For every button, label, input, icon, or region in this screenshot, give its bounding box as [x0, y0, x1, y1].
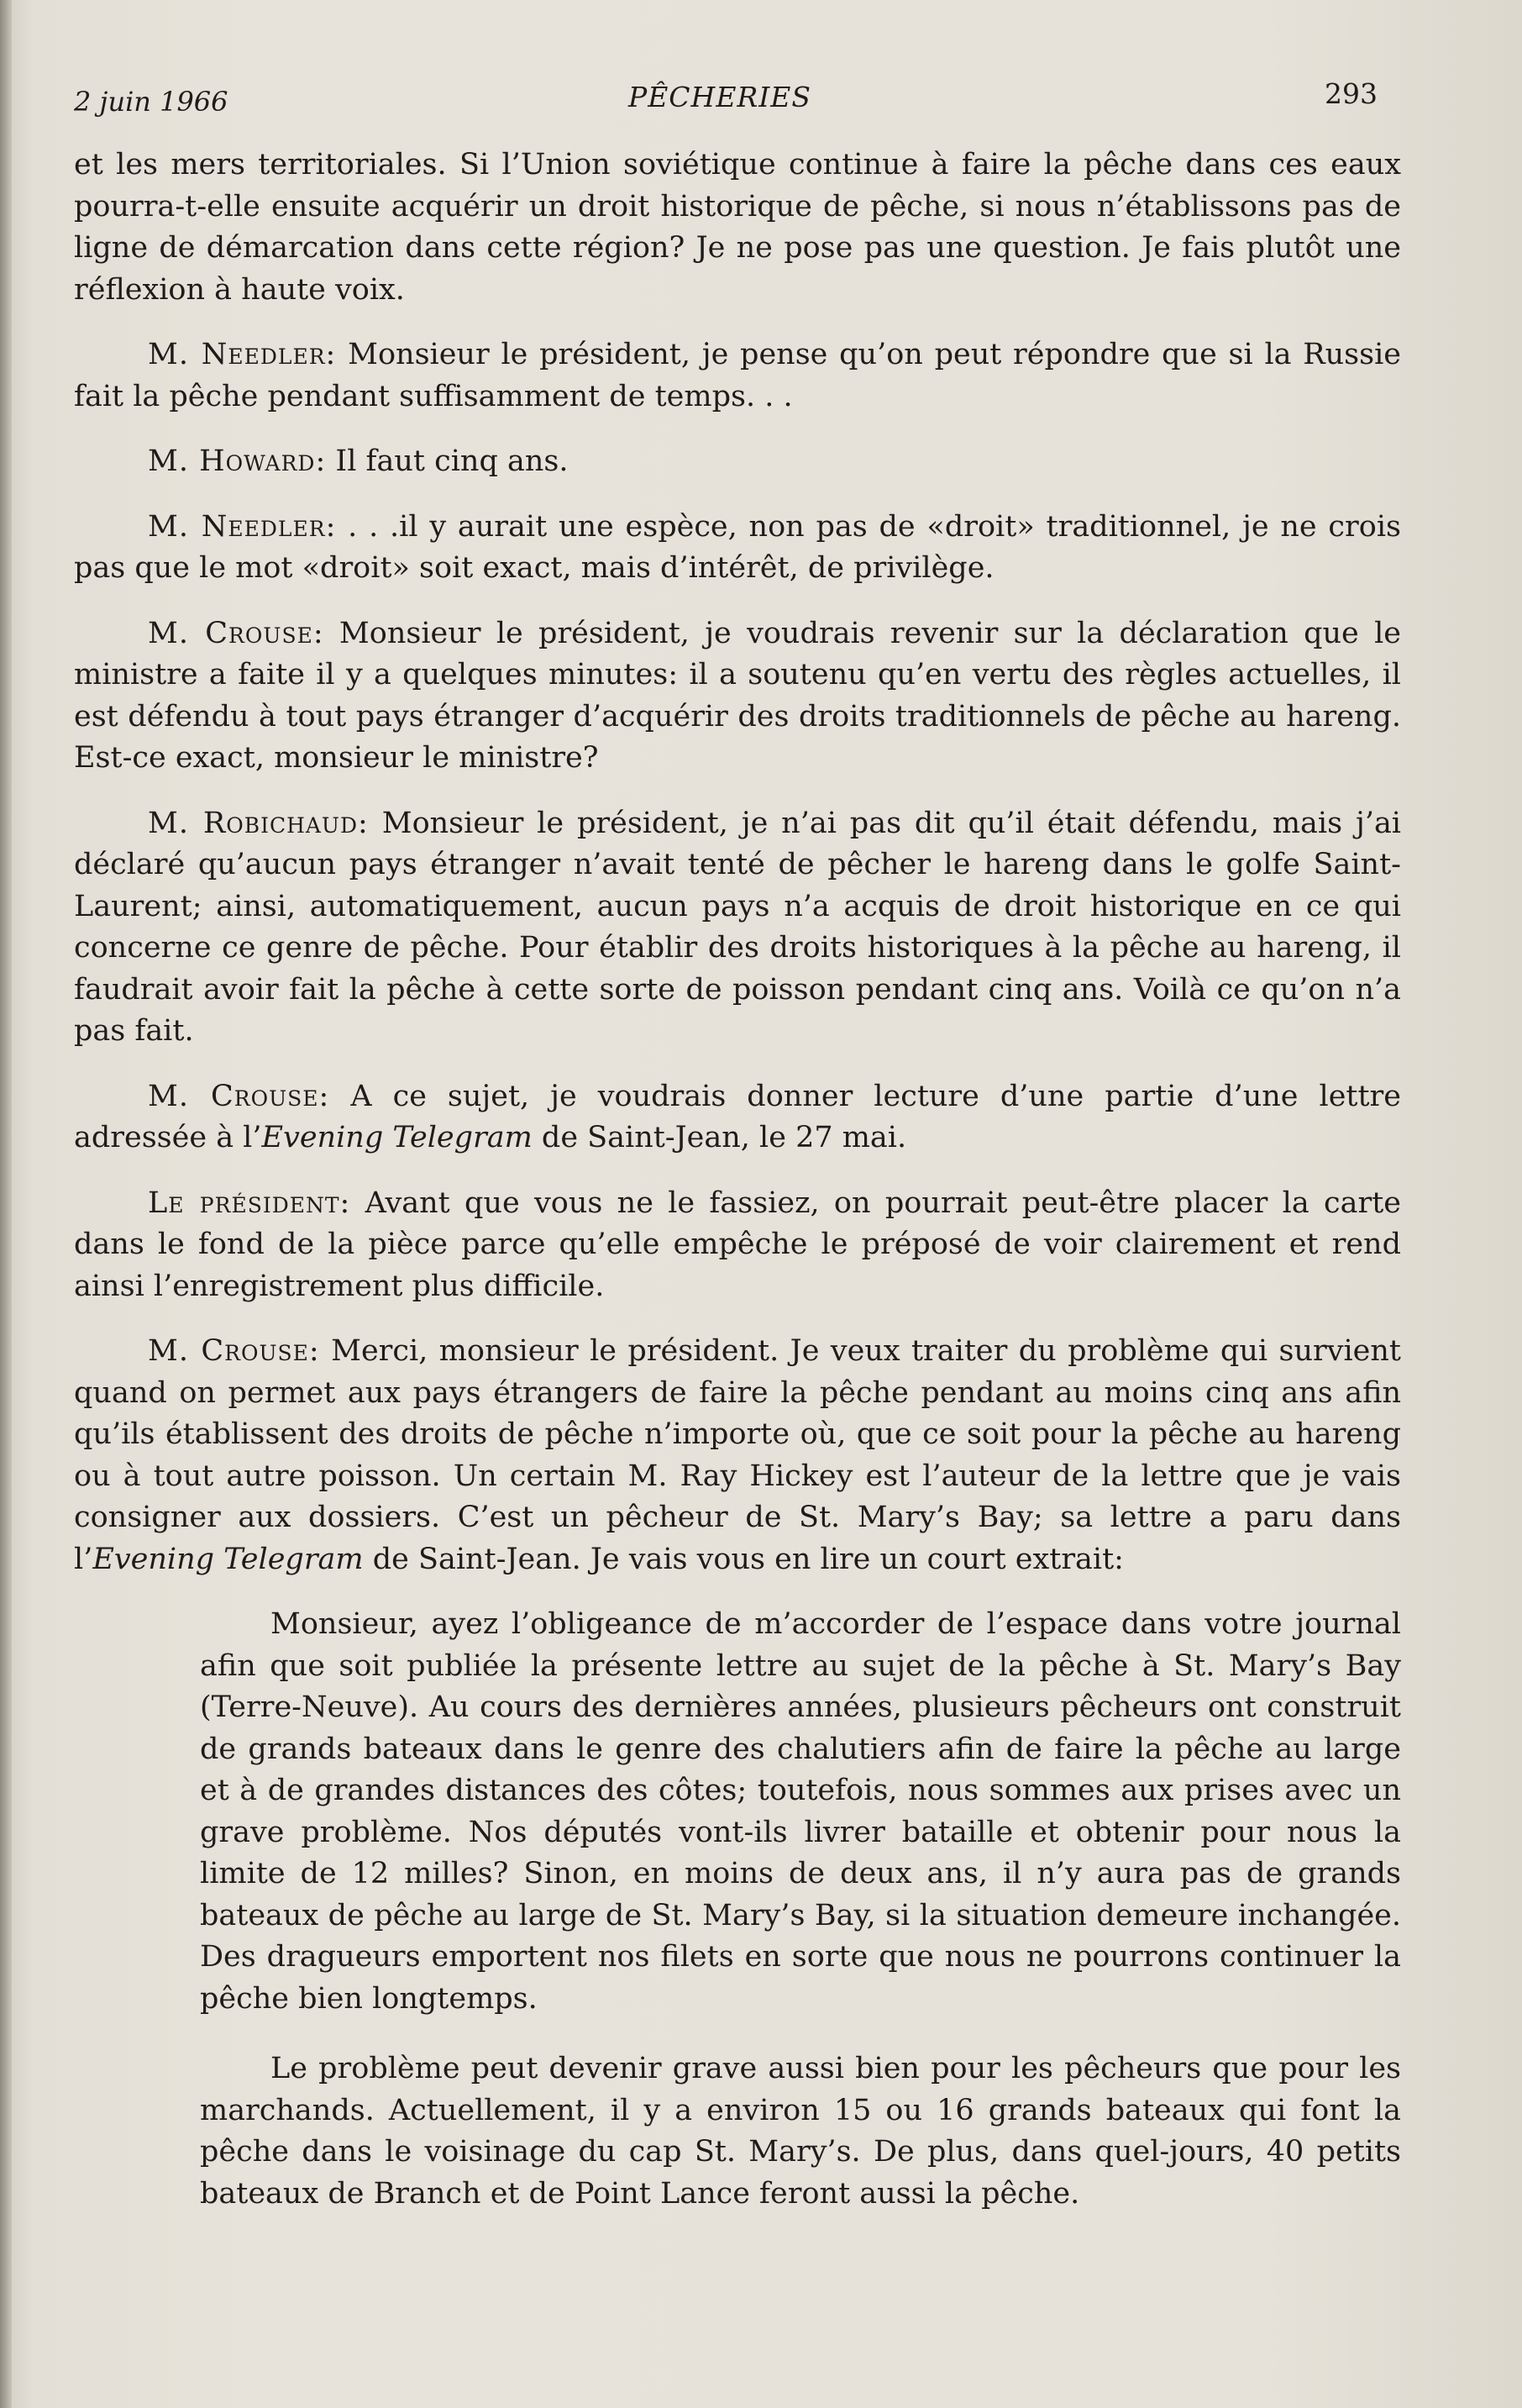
paragraph-continuation — [74, 145, 1401, 311]
paragraph-needler-1 — [74, 334, 1401, 418]
speaker-name: M. Robichaud: — [148, 806, 369, 840]
speaker-name: Le président: — [148, 1186, 351, 1220]
speaker-name: M. Crouse: — [148, 616, 324, 650]
paragraph-text: Avant que vous ne le fassiez, on pourrait peut-être placer la carte dans le fond de la pièce parce qu’elle empêche le préposé de voir clairement et rend ainsi l’enregistrement plus difficile. — [74, 1186, 1401, 1303]
speaker-name: M. Crouse: — [148, 1079, 330, 1113]
paragraph-text: Monsieur le président, je pense qu’on peut répondre que si la Russie fait la pêche pendant suffisamment de temps. . . — [74, 338, 1401, 413]
speaker-name: M. Needler: — [148, 509, 337, 544]
speaker-name: M. Crouse: — [148, 1334, 320, 1368]
paragraph-robichaud — [74, 803, 1401, 1053]
paragraph-text: de Saint-Jean. Je vais vous en lire un court extrait: — [363, 1542, 1124, 1576]
header-date: 2 juin 1966 — [74, 86, 228, 118]
paragraph-president — [74, 1183, 1401, 1308]
paragraph-text: . . .il y aurait une espèce, non pas de «droit» traditionnel, je ne crois pas que le mot «droit» soit exact, mais d’intérêt, de privilège. — [74, 509, 1401, 585]
paragraph-text: et les mers territoriales. Si l’Union soviétique continue à faire la pêche dans ces eaux pourra-t-elle ensuite acquérir un droit historique de pêche, si nous n’établissons pas de ligne de démarcation dans cette région? Je ne pose pas une question. Je fais plutôt une réflexion à haute voix. — [74, 148, 1401, 307]
paragraph-text: A ce sujet, je voudrais donner lecture d’une partie d’une lettre adressée à l’ — [74, 1079, 1401, 1154]
paragraph-text: Merci, monsieur le président. Je veux traiter du problème qui survient quand on permet aux pays étrangers de faire la pêche pendant au moins cinq ans afin qu’ils établissent des droits de pêche n’importe où, que ce soit pour la pêche au hareng ou à tout autre poisson. Un certain M. Ray Hickey est l’auteur de la lettre que je vais consigner aux dossiers. C’est un pêcheur de St. Mary’s Bay; sa lettre a paru dans l’ — [74, 1334, 1401, 1576]
header-title: PÊCHERIES — [628, 81, 811, 113]
newspaper-title: Evening Telegram — [92, 1542, 364, 1576]
speaker-name: M. Needler: — [148, 338, 337, 371]
page-body — [74, 145, 1401, 2238]
speaker-name: M. Howard: — [148, 444, 327, 478]
page-number: 293 — [1325, 77, 1378, 110]
newspaper-title: Evening Telegram — [261, 1121, 533, 1154]
block-quote-1: Monsieur, ayez l’obligeance de m’accorder de l’espace dans votre journal afin que soit publiée la présente lettre au sujet de la pêche à St. Mary’s Bay (Terre-Neuve). Au cours des dernières années, plusieurs pêcheurs ont construit de grands bateaux dans le genre des chalutiers afin de faire la pêche au large et à de grandes distances des côtes; toutefois, nous sommes aux prises avec un grave problème. Nos députés vont-ils livrer bataille et obtenir pour nous la limite de 12 milles? Sinon, en moins de deux ans, il n’y aura pas de grands bateaux de pêche au large de St. Mary’s Bay, si la situation demeure inchangée. Des dragueurs emportent nos filets en sorte que nous ne pourrons continuer la pêche bien longtemps. — [200, 1607, 1401, 2016]
paragraph-text: Monsieur le président, je n’ai pas dit qu’il était défendu, mais j’ai déclaré qu’aucun pays étranger n’avait tenté de pêcher le hareng dans le golfe Saint-Laurent; ainsi, automatiquement, aucun pays n’a acquis de droit historique en ce qui concerne ce genre de pêche. Pour établir des droits historiques à la pêche au hareng, il faudrait avoir fait la pêche à cette sorte de poisson pendant cinq ans. Voilà ce qu’on n’a pas fait. — [74, 806, 1402, 1048]
page-header — [74, 77, 1378, 128]
paragraph-text: Monsieur le président, je voudrais revenir sur la déclaration que le ministre a faite il y a quelques minutes: il a soutenu qu’en vertu des règles actuelles, il est défendu à tout pays étranger d’acquérir des droits traditionnels de pêche au hareng. Est-ce exact, monsieur le ministre? — [74, 616, 1401, 775]
block-quote-2: Le problème peut devenir grave aussi bien pour les pêcheurs que pour les marchands. Actuellement, il y a environ 15 ou 16 grands bateaux qui font la pêche dans le voisinage du cap St. Mary’s. De plus, dans quel-jours, 40 petits bateaux de Branch et de Point Lance feront aussi la pêche. — [200, 2052, 1401, 2211]
book-spine-shadow — [0, 0, 12, 2408]
paragraph-crouse-2 — [74, 1076, 1401, 1159]
paragraph-howard — [74, 441, 1401, 483]
paragraph-text: de Saint-Jean, le 27 mai. — [532, 1121, 907, 1154]
paragraph-crouse-1 — [74, 613, 1401, 780]
paragraph-needler-2 — [74, 507, 1401, 590]
paragraph-text: Il faut cinq ans. — [326, 444, 569, 478]
paragraph-crouse-3 — [74, 1331, 1401, 1580]
